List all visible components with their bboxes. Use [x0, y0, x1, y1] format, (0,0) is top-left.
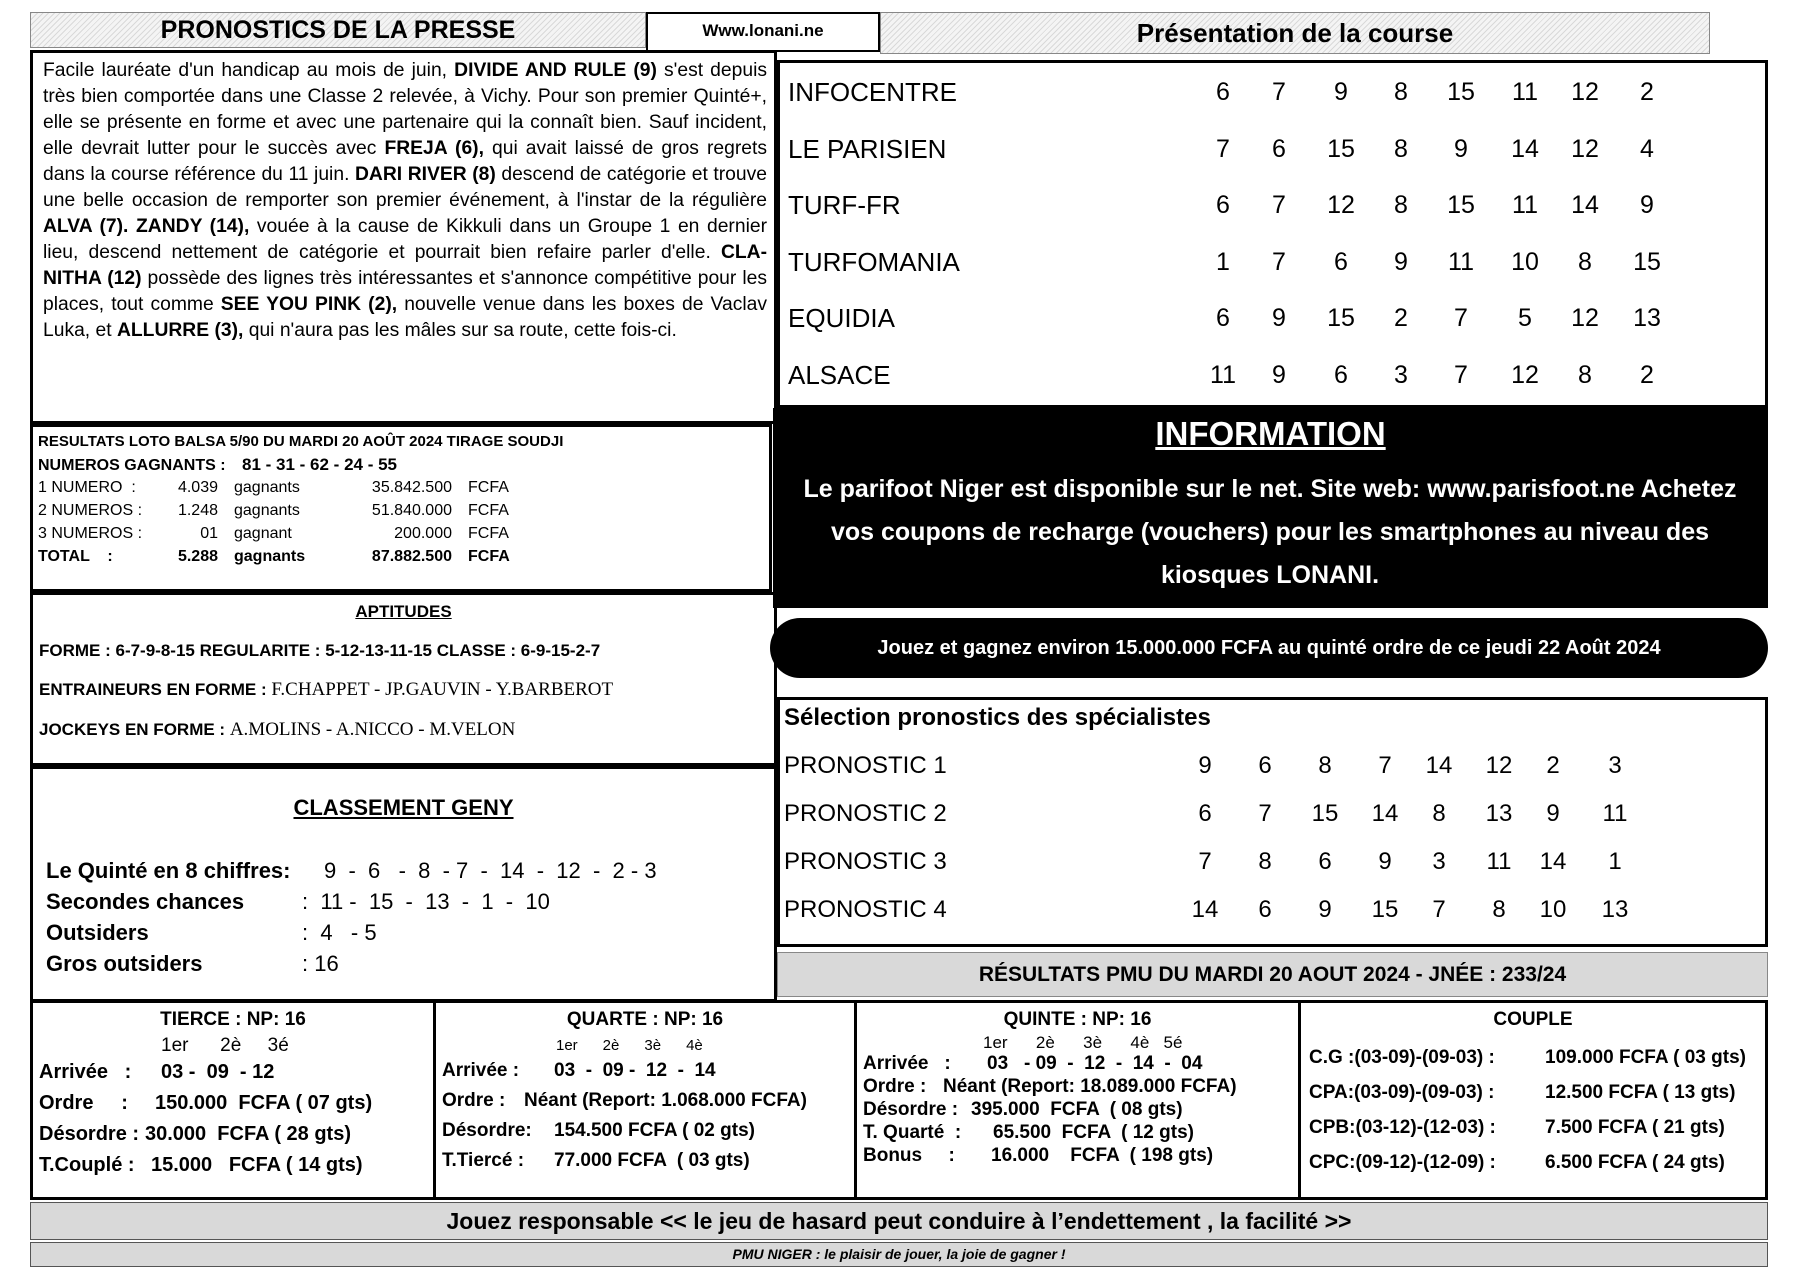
press-text-segment: [128, 216, 136, 237]
jockeys-value: A.MOLINS - A.NICCO - M.VELON: [229, 719, 516, 740]
site-link[interactable]: Www.lonani.ne: [646, 12, 880, 52]
horse-number: 6: [1258, 896, 1272, 923]
horse-number: 8: [1318, 752, 1332, 779]
presse-name: INFOCENTRE: [788, 77, 957, 107]
pronostic-row: [784, 838, 1759, 886]
loto-count: 1.248: [177, 502, 218, 519]
horse-number: 6: [1216, 304, 1230, 332]
quarte-lines: [442, 1060, 854, 1180]
pronostic-row: [784, 886, 1759, 934]
tierce-line-label: Arrivée :: [39, 1061, 132, 1083]
presse-name: LE PARISIEN: [788, 133, 947, 164]
quinte-lines: [863, 1053, 1298, 1168]
horse-number: 2: [1394, 304, 1408, 332]
course-title: Présentation de la course: [1136, 18, 1454, 48]
horse-number: 9: [1272, 360, 1286, 389]
press-text-segment: descend de catégorie et trouve une belle occasion de remporter son premier événement, à l'instar de la régulière: [43, 164, 767, 211]
presse-name: ALSACE: [788, 359, 891, 390]
couple-line: [1309, 1082, 1765, 1117]
horse-number: 6: [1216, 191, 1230, 219]
horse-number: 12: [1327, 191, 1355, 219]
horse-number: 15: [1371, 896, 1399, 923]
couple-line-label: CPC:(09-12)-(12-09) :: [1309, 1152, 1496, 1173]
quinte-line: [863, 1145, 1298, 1168]
horse-number: 9: [1318, 896, 1332, 923]
tierce-line-value: 15.000 FCFA ( 14 gts): [151, 1154, 363, 1176]
couple-line-label: CPB:(03-12)-(12-03) :: [1309, 1117, 1496, 1138]
horse-number: 6: [1272, 134, 1286, 163]
tierce-line-label: T.Couplé :: [39, 1154, 135, 1176]
presse-name: TURFOMANIA: [788, 246, 960, 277]
horse-number: 14: [1425, 752, 1453, 779]
horse-number: 9: [1198, 752, 1212, 779]
horse-number: 3: [1394, 360, 1408, 389]
pronostic-name: PRONOSTIC 1: [784, 752, 947, 779]
horse-number: 9: [1334, 78, 1348, 106]
horse-number: 15: [1447, 191, 1475, 219]
press-text-segment: ZANDY (14),: [136, 216, 250, 237]
horse-number: 1: [1608, 848, 1622, 875]
horse-number: 15: [1633, 247, 1661, 276]
horse-number: 9: [1394, 247, 1408, 276]
horse-number: 12: [1571, 78, 1599, 106]
quarte-places: 1er 2è 3è 4è: [556, 1037, 703, 1054]
quinte-line-label: T. Quarté :: [863, 1122, 962, 1143]
quinte-line: [863, 1099, 1298, 1122]
press-text-segment: DARI RIVER (8): [355, 164, 496, 185]
horse-number: 7: [1272, 78, 1286, 106]
horse-number: 6: [1334, 247, 1348, 276]
quarte-line: [442, 1150, 854, 1180]
horse-number: 14: [1539, 848, 1567, 875]
tierce-line: [39, 1092, 433, 1123]
entraineurs-value: F.CHAPPET - JP.GAUVIN - Y.BARBEROT: [271, 679, 614, 700]
press-text-segment: ALLURRE (3),: [116, 320, 244, 341]
horse-number: 6: [1318, 848, 1332, 875]
quinte-line-label: Arrivée :: [863, 1053, 951, 1074]
quinte-line-label: Ordre :: [863, 1076, 927, 1097]
loto-count: 01: [200, 525, 218, 542]
pronostic-name: PRONOSTIC 2: [784, 800, 947, 827]
couple-line-label: C.G :(03-09)-(09-03) :: [1309, 1047, 1495, 1068]
horse-number: 14: [1511, 134, 1539, 163]
quarte-line: [442, 1120, 854, 1150]
horse-number: 2: [1640, 360, 1654, 389]
horse-number: 11: [1512, 78, 1538, 106]
loto-count: 4.039: [177, 479, 218, 496]
horse-number: 7: [1216, 134, 1230, 163]
selection-title: Sélection pronostics des spécialistes: [784, 704, 1211, 731]
quarte-line-label: Désordre:: [442, 1120, 532, 1141]
press-text-segment: vouée à la cause de Kikkuli dans un Groupe 1 en dernier lieu, descend nettement de catégorie et pourrait bien refaire parler d'elle.: [43, 216, 767, 263]
quinte-line: [863, 1122, 1298, 1145]
horse-number: 15: [1311, 800, 1339, 827]
couple-line-value: 109.000 FCFA ( 03 gts): [1545, 1047, 1746, 1068]
horse-number: 13: [1485, 800, 1513, 827]
jockeys-label: JOCKEYS EN FORME :: [39, 720, 226, 739]
loto-amount: 87.882.500: [371, 548, 452, 565]
quarte-line-value: Néant (Report: 1.068.000 FCFA): [524, 1090, 807, 1111]
press-text-segment: possède des lignes très intéressantes et s'annonce compétitive pour les places, tout comme: [43, 268, 767, 315]
quinte-line-value: 395.000 FCFA ( 08 gts): [971, 1099, 1183, 1120]
quarte-line: [442, 1060, 854, 1090]
aptitudes-title: APTITUDES: [355, 602, 452, 621]
tierce-line-label: Ordre :: [39, 1092, 128, 1114]
tierce-box: [30, 1000, 436, 1200]
horse-number: 12: [1571, 304, 1599, 332]
loto-currency: FCFA: [468, 548, 510, 565]
pronostic-name: PRONOSTIC 4: [784, 896, 947, 923]
tierce-line-value: 03 - 09 - 12: [161, 1061, 275, 1083]
quinte-line-value: 16.000 FCFA ( 198 gts): [991, 1145, 1214, 1166]
geny-row: [46, 858, 766, 889]
press-text-segment: qui avait laissé de gros regrets dans la course référence du 11 juin.: [43, 138, 767, 185]
horse-number: 7: [1198, 848, 1212, 875]
geny-label: Le Quinté en 8 chiffres:: [46, 858, 291, 883]
horse-number: 8: [1492, 896, 1506, 923]
horse-number: 14: [1371, 800, 1399, 827]
horse-number: 3: [1608, 752, 1622, 779]
horse-number: 2: [1640, 78, 1654, 106]
horse-number: 2: [1546, 752, 1560, 779]
aptitudes-jockeys: [39, 719, 515, 741]
press-text-segment: nouvelle venue dans les boxes de Vaclav Luka, et: [43, 294, 767, 341]
geny-value: 9 - 6 - 8 - 7 - 14 - 12 - 2 - 3: [324, 858, 657, 883]
horse-number: 7: [1272, 247, 1286, 276]
horse-number: 12: [1571, 134, 1599, 163]
quarte-title: QUARTE : NP: 16: [566, 1009, 724, 1030]
horse-number: 14: [1191, 896, 1219, 923]
quarte-line-value: 154.500 FCFA ( 02 gts): [554, 1120, 755, 1141]
press-text-segment: CLA-NITHA (12): [43, 242, 767, 289]
quinte-line-value: 03 - 09 - 12 - 14 - 04: [987, 1053, 1203, 1074]
couple-line: [1309, 1117, 1765, 1152]
loto-word: gagnants: [234, 479, 300, 496]
loto-amount: 35.842.500: [371, 479, 452, 496]
press-title: PRONOSTICS DE LA PRESSE: [160, 16, 516, 44]
geny-row: [46, 951, 766, 982]
pronostic-row: [784, 742, 1759, 790]
loto-row: [38, 525, 738, 548]
geny-rows: [46, 858, 766, 982]
horse-number: 9: [1378, 848, 1392, 875]
horse-number: 8: [1432, 800, 1446, 827]
entraineurs-label: ENTRAINEURS EN FORME :: [39, 680, 267, 699]
geny-row: [46, 889, 766, 920]
horse-number: 7: [1454, 304, 1468, 332]
tierce-line: [39, 1061, 433, 1092]
horse-number: 4: [1640, 134, 1654, 163]
horse-number: 5: [1518, 304, 1532, 332]
presse-row: [788, 347, 1763, 404]
horse-number: 11: [1210, 360, 1236, 389]
loto-winning: [38, 455, 397, 475]
loto-word: gagnants: [234, 502, 300, 519]
horse-number: 7: [1272, 191, 1286, 219]
loto-winning-numbers: 81 - 31 - 62 - 24 - 55: [242, 455, 397, 474]
info-text: Le parifoot Niger est disponible sur le net. Site web: www.parisfoot.ne Achetez vos coupons de recharge (vouchers) pour les smartphones au niveau des kiosques LONANI.: [803, 475, 1737, 589]
horse-number: 9: [1546, 800, 1560, 827]
loto-amount: 200.000: [394, 525, 452, 542]
loto-rows: [38, 479, 738, 571]
quarte-line-label: Arrivée :: [442, 1060, 520, 1081]
quinte-places: 1er 2è 3è 4è 5é: [983, 1033, 1183, 1052]
horse-number: 9: [1454, 134, 1468, 163]
quinte-line-label: Bonus :: [863, 1145, 955, 1166]
tierce-places: 1er 2è 3é: [161, 1035, 289, 1056]
horse-number: 10: [1539, 896, 1567, 923]
couple-line: [1309, 1047, 1765, 1082]
presse-name: EQUIDIA: [788, 303, 895, 333]
tierce-line-label: Désordre :: [39, 1123, 140, 1145]
horse-number: 12: [1485, 752, 1513, 779]
presse-row: [788, 290, 1763, 347]
presse-row: [788, 234, 1763, 291]
results-title: RÉSULTATS PMU DU MARDI 20 AOUT 2024 - JNÉE : 233/24: [777, 952, 1768, 997]
horse-number: 6: [1258, 752, 1272, 779]
horse-number: 11: [1486, 848, 1512, 875]
geny-title: CLASSEMENT GENY: [293, 795, 514, 820]
tierce-line-value: 30.000 FCFA ( 28 gts): [145, 1123, 351, 1145]
couple-title: COUPLE: [1493, 1009, 1573, 1030]
horse-number: 6: [1216, 78, 1230, 106]
horse-number: 8: [1394, 191, 1408, 219]
horse-number: 11: [1512, 191, 1538, 219]
horse-number: 7: [1378, 752, 1392, 779]
horse-number: 6: [1198, 800, 1212, 827]
quinte-line-value: Néant (Report: 18.089.000 FCFA): [943, 1076, 1237, 1097]
info-title: INFORMATION: [1155, 415, 1386, 452]
horse-number: 7: [1432, 896, 1446, 923]
horse-number: 8: [1578, 360, 1592, 389]
geny-value: : 16: [302, 951, 339, 976]
aptitudes-forme: FORME : 6-7-9-8-15 REGULARITE : 5-12-13-11-15 CLASSE : 6-9-15-2-7: [39, 641, 601, 660]
loto-word: gagnant: [234, 525, 292, 542]
horse-number: 6: [1334, 360, 1348, 389]
responsible-banner: Jouez responsable << le jeu de hasard peut conduire à l’endettement , la facilité >>: [30, 1202, 1768, 1240]
press-text-segment: FREJA (6),: [384, 138, 484, 159]
horse-number: 12: [1511, 360, 1539, 389]
tierce-title: TIERCE : NP: 16: [160, 1009, 306, 1030]
press-text-segment: SEE YOU PINK (2),: [220, 294, 398, 315]
loto-label: 2 NUMEROS :: [38, 502, 143, 519]
geny-row: [46, 920, 766, 951]
quarte-line-value: 77.000 FCFA ( 03 gts): [554, 1150, 750, 1171]
horse-number: 7: [1258, 800, 1272, 827]
quinte-line: [863, 1076, 1298, 1099]
loto-row: [38, 548, 738, 571]
couple-line: [1309, 1152, 1765, 1187]
press-text-segment: qui n'aura pas les mâles sur sa route, cette fois-ci.: [243, 320, 677, 341]
press-text-segment: ALVA (7).: [43, 216, 129, 237]
loto-currency: FCFA: [468, 525, 509, 542]
horse-number: 11: [1448, 247, 1474, 276]
couple-line-value: 7.500 FCFA ( 21 gts): [1545, 1117, 1725, 1138]
loto-label: 3 NUMEROS :: [38, 525, 143, 542]
geny-label: Gros outsiders: [46, 951, 203, 976]
tierce-line-value: 150.000 FCFA ( 07 gts): [155, 1092, 373, 1114]
loto-label: TOTAL :: [38, 548, 113, 565]
horse-number: 9: [1272, 304, 1286, 332]
horse-number: 13: [1601, 896, 1629, 923]
couple-line-value: 12.500 FCFA ( 13 gts): [1545, 1082, 1736, 1103]
selection-rows: [784, 742, 1759, 934]
tierce-line: [39, 1154, 433, 1185]
geny-value: : 4 - 5: [302, 920, 377, 945]
jackpot-banner: Jouez et gagnez environ 15.000.000 FCFA au quinté ordre de ce jeudi 22 Août 2024: [770, 618, 1768, 678]
horse-number: 13: [1633, 304, 1661, 332]
presse-row: [788, 64, 1763, 121]
horse-number: 8: [1394, 134, 1408, 163]
press-text: [43, 58, 767, 344]
loto-currency: FCFA: [468, 502, 509, 519]
horse-number: 1: [1216, 247, 1230, 276]
presse-row: [788, 177, 1763, 234]
loto-row: [38, 479, 738, 502]
horse-number: 15: [1327, 134, 1355, 163]
loto-label: 1 NUMERO :: [38, 479, 136, 496]
quarte-line-value: 03 - 09 - 12 - 14: [554, 1060, 716, 1081]
geny-label: Secondes chances: [46, 889, 245, 914]
couple-lines: [1309, 1047, 1765, 1187]
loto-amount: 51.840.000: [371, 502, 452, 519]
horse-number: 3: [1432, 848, 1446, 875]
horse-number: 11: [1602, 800, 1628, 827]
horse-number: 8: [1258, 848, 1272, 875]
quinte-box: [854, 1000, 1301, 1200]
horse-number: 14: [1571, 191, 1599, 219]
pronostic-row: [784, 790, 1759, 838]
aptitudes-entraineurs: [39, 679, 613, 701]
horse-number: 10: [1511, 247, 1539, 276]
loto-row: [38, 502, 738, 525]
press-text-segment: DIVIDE AND RULE (9): [454, 60, 657, 81]
pronostic-name: PRONOSTIC 3: [784, 848, 947, 875]
loto-title: RESULTATS LOTO BALSA 5/90 DU MARDI 20 AOÛT 2024 TIRAGE SOUDJI: [38, 433, 564, 450]
geny-value: : 11 - 15 - 13 - 1 - 10: [302, 889, 550, 914]
quarte-line: [442, 1090, 854, 1120]
quinte-title: QUINTE : NP: 16: [1003, 1009, 1152, 1030]
tierce-lines: [39, 1061, 433, 1185]
horse-number: 15: [1447, 78, 1475, 106]
quarte-line-label: Ordre :: [442, 1090, 506, 1111]
presse-rows: [788, 64, 1763, 403]
geny-label: Outsiders: [46, 920, 149, 945]
presse-row: [788, 121, 1763, 178]
couple-line-value: 6.500 FCFA ( 24 gts): [1545, 1152, 1725, 1173]
horse-number: 15: [1327, 304, 1355, 332]
horse-number: 8: [1394, 78, 1408, 106]
loto-word: gagnants: [234, 548, 306, 565]
horse-number: 8: [1578, 247, 1592, 276]
slogan-banner: PMU NIGER : le plaisir de jouer, la joie de gagner !: [30, 1242, 1768, 1267]
horse-number: 7: [1454, 360, 1468, 389]
horse-number: 9: [1640, 191, 1654, 219]
presse-name: TURF-FR: [788, 190, 901, 220]
quinte-line-label: Désordre :: [863, 1099, 959, 1120]
quarte-line-label: T.Tiercé :: [442, 1150, 525, 1171]
quinte-line: [863, 1053, 1298, 1076]
press-text-segment: s'est depuis très bien comportée dans une Classe 2 relevée, à Vichy. Pour son premier Quinté+, elle se présente en forme et avec une partenaire qui la connaît bien. Sauf incident, elle devrait lutter pour le succès avec: [43, 60, 768, 159]
quinte-line-value: 65.500 FCFA ( 12 gts): [993, 1122, 1194, 1143]
press-text-segment: Facile lauréate d'un handicap au mois de juin,: [43, 60, 455, 81]
loto-count: 5.288: [177, 548, 218, 565]
quarte-box: [433, 1000, 857, 1200]
loto-currency: FCFA: [468, 479, 509, 496]
loto-winning-label: NUMEROS GAGNANTS :: [38, 457, 226, 474]
tierce-line: [39, 1123, 433, 1154]
couple-box: [1298, 1000, 1768, 1200]
couple-line-label: CPA:(03-09)-(09-03) :: [1309, 1082, 1495, 1103]
